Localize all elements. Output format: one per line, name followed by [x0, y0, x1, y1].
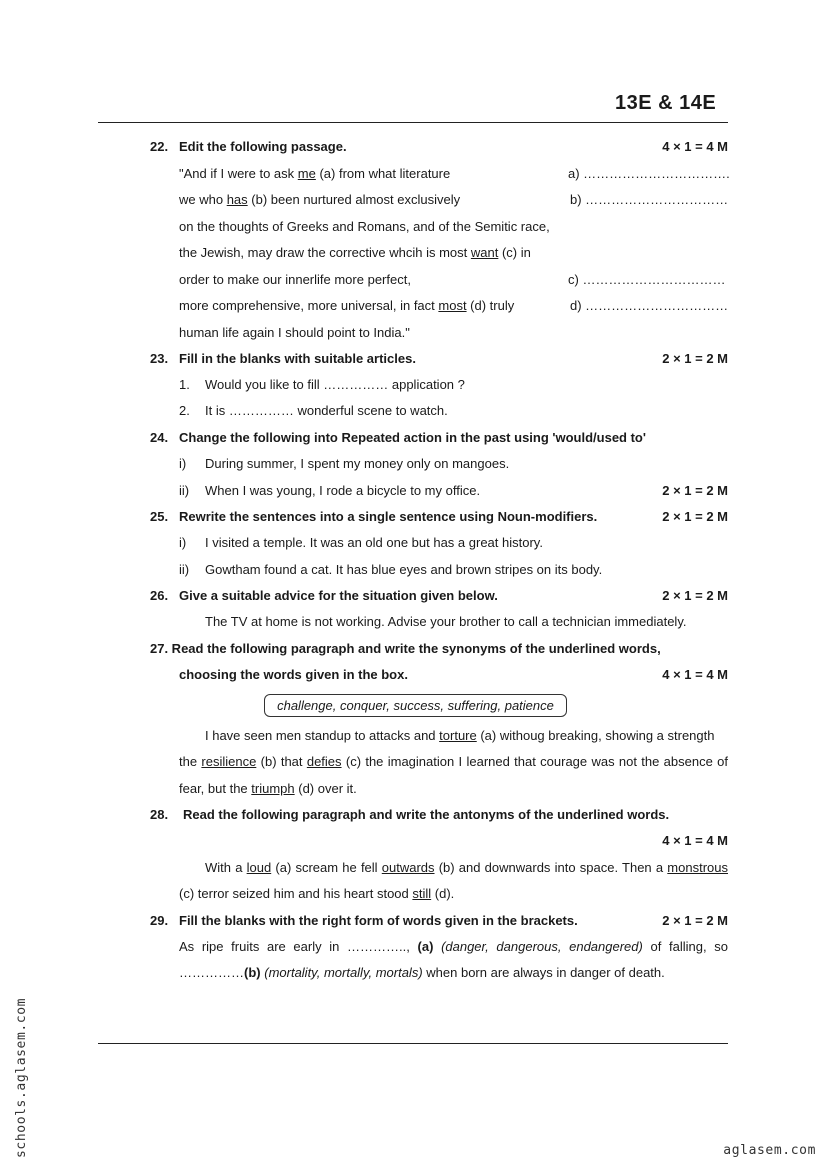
q25-item-1-number: i) [179, 535, 187, 550]
q22-answer-c: c) …………………………… [568, 272, 726, 287]
q27-paragraph-line-3: fear, but the triumph (d) over it. [179, 781, 357, 796]
q22-line-7: human life again I should point to India." [179, 325, 410, 340]
q23-number: 23. [150, 351, 169, 366]
q28-number: 28. [150, 807, 169, 822]
q25-item-1: I visited a temple. It was an old one but has a great history. [205, 535, 543, 550]
side-watermark: schools.aglasem.com [14, 997, 29, 1158]
q27-word-box: challenge, conquer, success, suffering, patience [264, 694, 567, 717]
q22-number: 22. [150, 139, 169, 154]
q25-number: 25. [150, 509, 169, 524]
q22-answer-b: b) …………………………… [570, 192, 729, 207]
q29-number: 29. [150, 913, 169, 928]
q27-title-line-1: 27. Read the following paragraph and write the synonyms of the underlined words, [150, 641, 661, 656]
q29-title: Fill the blanks with the right form of words given in the brackets. [179, 913, 578, 928]
q27-title-line-2: choosing the words given in the box. [179, 667, 408, 682]
q22-line-5: order to make our innerlife more perfect, [179, 272, 411, 287]
q25-item-2: Gowtham found a cat. It has blue eyes and brown stripes on its body. [205, 562, 603, 577]
q28-paragraph-line-2: (c) terror seized him and his heart stood still (d). [179, 886, 455, 901]
q22-line-3: on the thoughts of Greeks and Romans, and of the Semitic race, [179, 219, 550, 234]
footer-rule [98, 1043, 728, 1044]
q27-paragraph-line-2: the resilience (b) that defies (c) the imagination I learned that courage was not the absence of [179, 754, 728, 769]
q24-item-1-number: i) [179, 456, 187, 471]
q26-marks: 2 × 1 = 2 M [662, 588, 728, 603]
q24-item-2-number: ii) [179, 483, 190, 498]
q22-line-4: the Jewish, may draw the corrective whcih is most want (c) in [179, 245, 531, 260]
q28-title: Read the following paragraph and write the antonyms of the underlined words. [183, 807, 670, 822]
q22-title: Edit the following passage. [179, 139, 347, 154]
header-rule [98, 122, 728, 123]
q24-title: Change the following into Repeated action in the past using 'would/used to' [179, 430, 646, 445]
q29-marks: 2 × 1 = 2 M [662, 913, 728, 928]
q23-item-2: It is …………… wonderful scene to watch. [205, 403, 448, 418]
q28-marks: 4 × 1 = 4 M [662, 833, 728, 848]
q26-situation: The TV at home is not working. Advise your brother to call a technician immediately. [205, 614, 687, 629]
q26-title: Give a suitable advice for the situation given below. [179, 588, 498, 603]
paper-code: 13E & 14E [615, 92, 717, 114]
q25-title: Rewrite the sentences into a single sentence using Noun-modifiers. [179, 509, 598, 524]
q23-item-1-number: 1. [179, 377, 190, 392]
q29-line-2: ……………(b) (mortality, mortally, mortals) when born are always in danger of death. [179, 965, 665, 980]
q23-marks: 2 × 1 = 2 M [662, 351, 728, 366]
q24-item-1: During summer, I spent my money only on mangoes. [205, 456, 510, 471]
q25-marks: 2 × 1 = 2 M [662, 509, 728, 524]
q22-answer-d: d) …………………………… [570, 298, 729, 313]
q22-answer-a: a) ……………………………. [568, 166, 730, 181]
q22-line-2: we who has (b) been nurtured almost exclusively [179, 192, 461, 207]
q24-marks: 2 × 1 = 2 M [662, 483, 728, 498]
q22-line-1: "And if I were to ask me (a) from what literature [179, 166, 451, 181]
q23-title: Fill in the blanks with suitable articles. [179, 351, 416, 366]
q25-item-2-number: ii) [179, 562, 190, 577]
q29-line-1: As ripe fruits are early in ………….., (a) (danger, dangerous, endangered) of falling, so [179, 939, 728, 954]
q24-number: 24. [150, 430, 169, 445]
footer-watermark: aglasem.com [723, 1143, 816, 1158]
q24-item-2: When I was young, I rode a bicycle to my office. [205, 483, 481, 498]
q27-marks: 4 × 1 = 4 M [662, 667, 728, 682]
q27-paragraph-line-1: I have seen men standup to attacks and torture (a) withoug breaking, showing a strength [205, 728, 715, 743]
q26-number: 26. [150, 588, 169, 603]
q22-line-6: more comprehensive, more universal, in fact most (d) truly [179, 298, 515, 313]
q23-item-1: Would you like to fill …………… application ? [205, 377, 465, 392]
q22-marks: 4 × 1 = 4 M [662, 139, 728, 154]
q28-paragraph-line-1: With a loud (a) scream he fell outwards (b) and downwards into space. Then a monstrous [205, 860, 728, 875]
q23-item-2-number: 2. [179, 403, 190, 418]
